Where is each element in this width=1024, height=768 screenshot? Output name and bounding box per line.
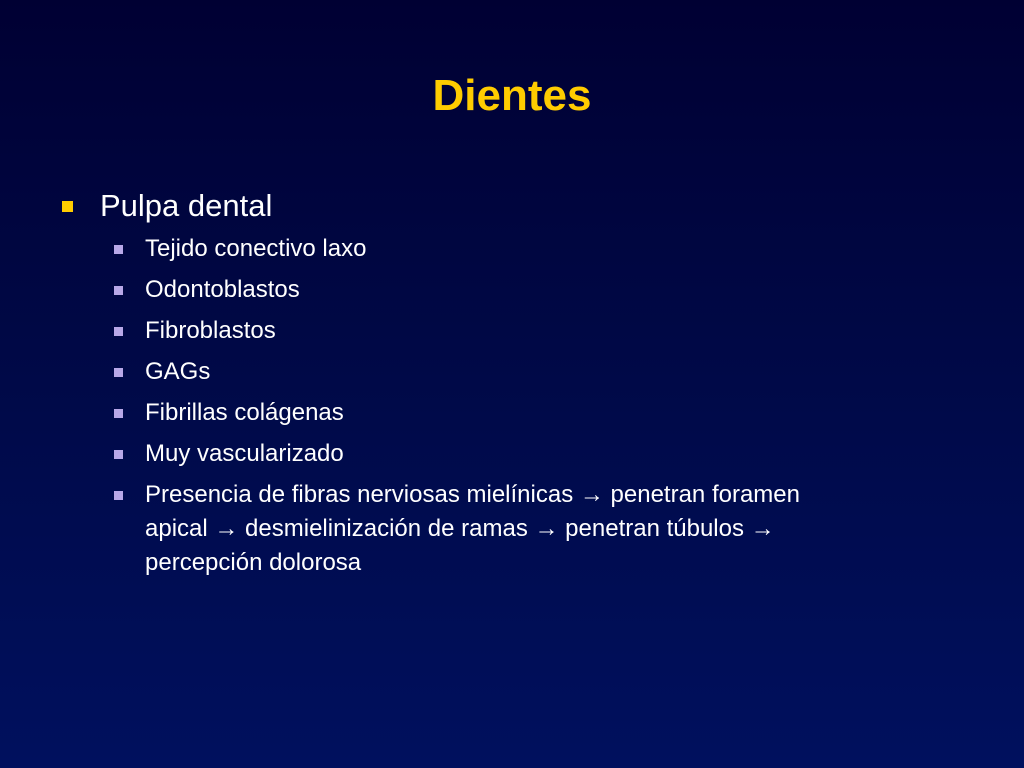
sub-bullet-text: Fibroblastos (145, 317, 276, 344)
sub-bullet-item (114, 355, 934, 389)
slide-title: Dientes (432, 71, 592, 120)
sub-bullet-text: Presencia de fibras nerviosas mielínicas → penetran foramen apical → desmielinización de ramas → penetran túbulos → percepción dolorosa (145, 481, 800, 576)
square-bullet-icon (114, 409, 123, 418)
sub-bullet-item (114, 478, 934, 580)
sub-bullet-text: GAGs (145, 358, 211, 385)
square-bullet-icon (114, 327, 123, 336)
sub-bullet-item (114, 314, 934, 348)
sub-bullet-item (114, 273, 934, 307)
square-bullet-icon (114, 286, 123, 295)
sub-bullet-text: Fibrillas colágenas (145, 399, 344, 426)
square-bullet-icon (114, 491, 123, 500)
sub-bullet-text: Muy vascularizado (145, 440, 344, 467)
square-bullet-icon (114, 450, 123, 459)
square-bullet-icon (114, 245, 123, 254)
square-bullet-icon (62, 201, 73, 212)
sub-bullet-text: Odontoblastos (145, 276, 300, 303)
sub-bullet-item (114, 232, 934, 266)
sub-bullet-item (114, 396, 934, 430)
square-bullet-icon (114, 368, 123, 377)
sub-bullet-list (114, 232, 934, 587)
bullet-label: Pulpa dental (100, 188, 273, 223)
sub-bullet-text: Tejido conectivo laxo (145, 235, 367, 262)
sub-bullet-item (114, 437, 934, 471)
bullet-pulpa-dental (62, 186, 272, 226)
